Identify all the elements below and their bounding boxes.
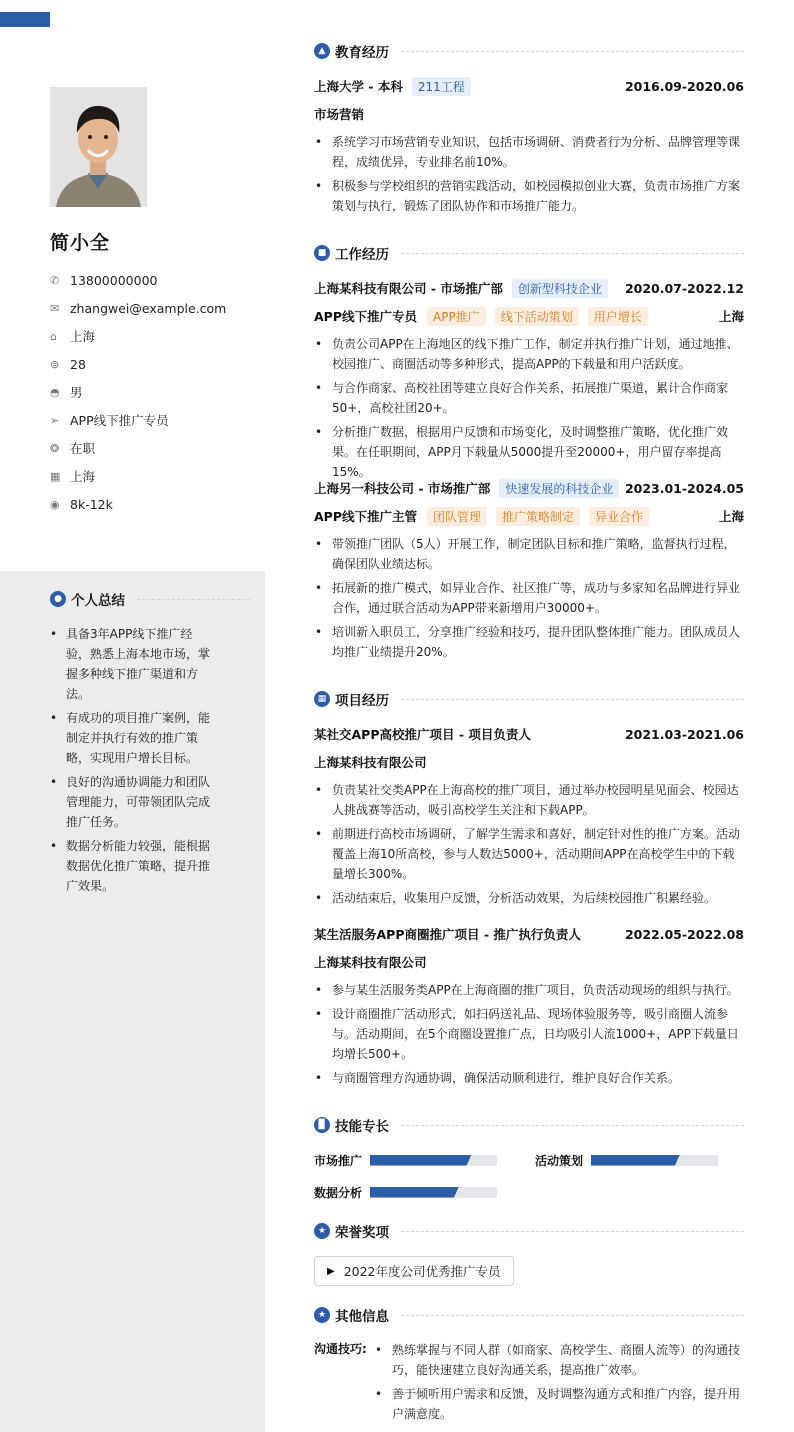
project-2-company-row xyxy=(314,952,744,972)
briefcase-icon: ■ xyxy=(314,245,330,261)
skill-tag: 团队管理 xyxy=(427,507,487,526)
list-item: • 与商圈管理方沟通协调，确保活动顺利进行，维护良好合作关系。 xyxy=(314,1068,744,1088)
section-divider xyxy=(401,1125,744,1126)
info-icon: ★ xyxy=(314,1307,330,1323)
phone-icon: ✆ xyxy=(50,273,60,287)
list-item: • 善于倾听用户需求和反馈，及时调整沟通方式和推广内容，提升用户满意度。 xyxy=(374,1384,744,1424)
info-row-phone xyxy=(50,266,260,294)
section-divider xyxy=(401,253,744,254)
info-text: 28 xyxy=(70,356,86,372)
list-item: • 具备3年APP线下推广经验，熟悉上海本地市场，掌握多种线下推广渠道和方法。 xyxy=(50,624,216,704)
skill-level-fill xyxy=(591,1155,680,1166)
skill-item xyxy=(535,1153,718,1167)
list-item: • 拓展新的推广模式，如异业合作、社区推广等，成功与多家知名品牌进行异业合作，通过联合活动为APP带来新增用户30000+。 xyxy=(314,578,744,618)
job-location: 上海 xyxy=(718,509,744,524)
section-divider xyxy=(401,1231,744,1232)
candidate-name: 简小全 xyxy=(50,232,111,254)
age-icon: ⊜ xyxy=(50,357,60,371)
avatar-portrait-icon xyxy=(50,87,147,207)
project-name: 某社交APP高校推广项目 - 项目负责人 xyxy=(314,727,531,742)
projects-title: 项目经历 xyxy=(335,693,389,709)
section-divider xyxy=(137,599,250,600)
company-tag: 快速发展的科技企业 xyxy=(499,479,619,498)
list-item: • 与合作商家、高校社团等建立良好合作关系，拓展推广渠道，累计合作商家50+，高校社团20+。 xyxy=(314,378,744,418)
school-tag: 211工程 xyxy=(412,77,471,96)
info-text: 上海 xyxy=(70,329,96,344)
skill-tag: APP推广 xyxy=(427,307,486,326)
gender-icon: ◓ xyxy=(50,385,60,399)
home-icon: ⌂ xyxy=(50,329,57,343)
skill-level-track xyxy=(591,1155,718,1166)
skill-level-track xyxy=(370,1187,497,1198)
project-company: 上海某科技有限公司 xyxy=(314,955,427,970)
skills-section-header xyxy=(314,1115,744,1135)
info-row-age xyxy=(50,350,260,378)
summary-title: 个人总结 xyxy=(71,593,125,609)
project-date: 2021.03-2021.06 xyxy=(624,726,744,742)
job-2-header xyxy=(314,478,744,498)
skill-level-track xyxy=(370,1155,497,1166)
skill-tag: 线下活动策划 xyxy=(495,307,579,326)
list-item: • 设计商圈推广活动形式，如扫码送礼品、现场体验服务等，吸引商圈人流参与。活动期间，在5个商圈设置推广点，日均吸引人流1000+，APP下载量日均增长500+。 xyxy=(314,1004,744,1064)
skill-level-fill xyxy=(370,1155,472,1166)
work-title: 工作经历 xyxy=(335,247,389,263)
skill-item xyxy=(314,1153,497,1167)
skill-item xyxy=(314,1185,497,1199)
job-1-bullets xyxy=(314,334,744,486)
list-item: • 数据分析能力较强，能根据数据优化推广策略，提升推广效果。 xyxy=(50,836,216,896)
user-icon: ● xyxy=(50,591,66,607)
project-1-bullets xyxy=(314,780,744,912)
list-item: • 培训新入职员工，分享推广经验和技巧，提升团队整体推广能力。团队成员人均推广业绩提升20%。 xyxy=(314,622,744,662)
list-item: • 积极参与学校组织的营销实践活动，如校园模拟创业大赛，负责市场推广方案策划与执行，锻炼了团队协作和市场推广能力。 xyxy=(314,176,744,216)
award-text: 2022年度公司优秀推广专员 xyxy=(343,1264,501,1279)
education-entry-header xyxy=(314,76,744,96)
award-icon: ★ xyxy=(314,1223,330,1239)
project-1-company-row xyxy=(314,752,744,772)
list-item: • 带领推广团队（5人）开展工作，制定团队目标和推广策略，监督执行过程，确保团队业绩达标。 xyxy=(314,534,744,574)
education-date: 2016.09-2020.06 xyxy=(624,78,744,94)
job-location: 上海 xyxy=(718,309,744,324)
send-icon: ➢ xyxy=(50,413,60,427)
skill-name: 活动策划 xyxy=(535,1153,584,1168)
projects-section-header xyxy=(314,689,744,709)
skill-level-fill xyxy=(370,1187,459,1198)
summary-list xyxy=(50,624,216,900)
grid-icon: ▦ xyxy=(314,691,330,707)
list-item: • 前期进行高校市场调研，了解学生需求和喜好，制定针对性的推广方案。活动覆盖上海10所高校，参与人数达5000+，活动期间APP在高校学生中的下载量增长300%。 xyxy=(314,824,744,884)
list-item: • 分析推广数据，根据用户反馈和市场变化，及时调整推广策略，优化推广效果。在任职期间，APP月下载量从5000提升至20000+，用户留存率提高15%。 xyxy=(314,422,744,482)
avatar xyxy=(50,87,147,207)
job-date: 2020.07-2022.12 xyxy=(624,280,744,296)
education-title: 教育经历 xyxy=(335,45,389,61)
job-2-bullets xyxy=(314,534,744,666)
project-2-bullets xyxy=(314,980,744,1092)
project-date: 2022.05-2022.08 xyxy=(624,926,744,942)
play-triangle-icon: ▶ xyxy=(327,1265,335,1277)
salary-icon: ◉ xyxy=(50,497,60,511)
info-row-position xyxy=(50,406,260,434)
info-row-salary xyxy=(50,490,260,518)
job-2-role-row xyxy=(314,506,744,526)
company-name: 上海另一科技公司 - 市场推广部 xyxy=(314,481,491,496)
list-item: • 系统学习市场营销专业知识，包括市场调研、消费者行为分析、品牌管理等课程，成绩优异，专业排名前10%。 xyxy=(314,132,744,172)
section-divider xyxy=(401,699,744,700)
skill-tag: 用户增长 xyxy=(588,307,648,326)
work-section-header xyxy=(314,243,744,263)
skill-name: 数据分析 xyxy=(314,1185,363,1200)
summary-section-header xyxy=(50,589,250,609)
job-role: APP线下推广主管 xyxy=(314,509,417,524)
contact-info-list xyxy=(50,266,260,518)
building-icon: ▦ xyxy=(50,469,61,483)
job-date: 2023.01-2024.05 xyxy=(624,480,744,496)
awards-title: 荣誉奖项 xyxy=(335,1225,389,1241)
project-company: 上海某科技有限公司 xyxy=(314,755,427,770)
company-tag: 创新型科技企业 xyxy=(512,279,608,298)
list-item: • 负责某社交类APP在上海高校的推广项目，通过举办校园明星见面会、校园达人挑战赛等活动，吸引高校学生关注和下载APP。 xyxy=(314,780,744,820)
info-row-work-city xyxy=(50,462,260,490)
awards-section-header xyxy=(314,1221,744,1241)
skill-name: 市场推广 xyxy=(314,1153,363,1168)
status-icon: ❂ xyxy=(50,441,60,455)
skill-tag: 异业合作 xyxy=(589,507,649,526)
award-item xyxy=(314,1256,514,1286)
list-item: • 参与某生活服务类APP在上海商圈的推广项目，负责活动现场的组织与执行。 xyxy=(314,980,744,1000)
info-text: 8k-12k xyxy=(70,496,113,512)
graduation-cap-icon: ▲ xyxy=(314,43,330,59)
other-bullets xyxy=(374,1340,744,1428)
job-role: APP线下推广专员 xyxy=(314,309,417,324)
other-label: 沟通技巧: xyxy=(314,1342,367,1356)
info-text: APP线下推广专员 xyxy=(70,413,169,428)
list-item: • 负责公司APP在上海地区的线下推广工作，制定并执行推广计划，通过地推、校园推广、商圈活动等多种形式，提高APP的下载量和用户活跃度。 xyxy=(314,334,744,374)
bar-chart-icon: ▉ xyxy=(314,1117,330,1133)
school-name: 上海大学 - 本科 xyxy=(314,79,403,94)
info-text: zhangwei@example.com xyxy=(70,300,227,316)
list-item: • 活动结束后，收集用户反馈，分析活动效果，为后续校园推广积累经验。 xyxy=(314,888,744,908)
education-major-row xyxy=(314,104,744,124)
other-section-header xyxy=(314,1305,744,1325)
info-text: 13800000000 xyxy=(70,272,158,288)
major: 市场营销 xyxy=(314,107,365,122)
info-text: 上海 xyxy=(70,469,96,484)
project-2-header xyxy=(314,924,744,944)
company-name: 上海某科技有限公司 - 市场推广部 xyxy=(314,281,503,296)
education-bullets xyxy=(314,132,744,220)
info-row-city xyxy=(50,322,260,350)
section-divider xyxy=(401,1315,744,1316)
skills-title: 技能专长 xyxy=(335,1119,389,1135)
project-name: 某生活服务APP商圈推广项目 - 推广执行负责人 xyxy=(314,927,581,942)
mail-icon: ✉ xyxy=(50,301,60,315)
list-item: • 良好的沟通协调能力和团队管理能力，可带领团队完成推广任务。 xyxy=(50,772,216,832)
section-divider xyxy=(401,51,744,52)
info-row-email xyxy=(50,294,260,322)
info-row-gender xyxy=(50,378,260,406)
other-title: 其他信息 xyxy=(335,1309,389,1325)
job-1-header xyxy=(314,278,744,298)
job-1-role-row xyxy=(314,306,744,326)
education-section-header xyxy=(314,41,744,61)
list-item: • 有成功的项目推广案例，能制定并执行有效的推广策略，实现用户增长目标。 xyxy=(50,708,216,768)
list-item: • 熟练掌握与不同人群（如商家、高校学生、商圈人流等）的沟通技巧，能快速建立良好沟通关系，提高推广效率。 xyxy=(374,1340,744,1380)
project-1-header xyxy=(314,724,744,744)
info-text: 男 xyxy=(70,385,83,400)
info-text: 在职 xyxy=(70,441,96,456)
skill-tag: 推广策略制定 xyxy=(496,507,580,526)
info-row-status xyxy=(50,434,260,462)
